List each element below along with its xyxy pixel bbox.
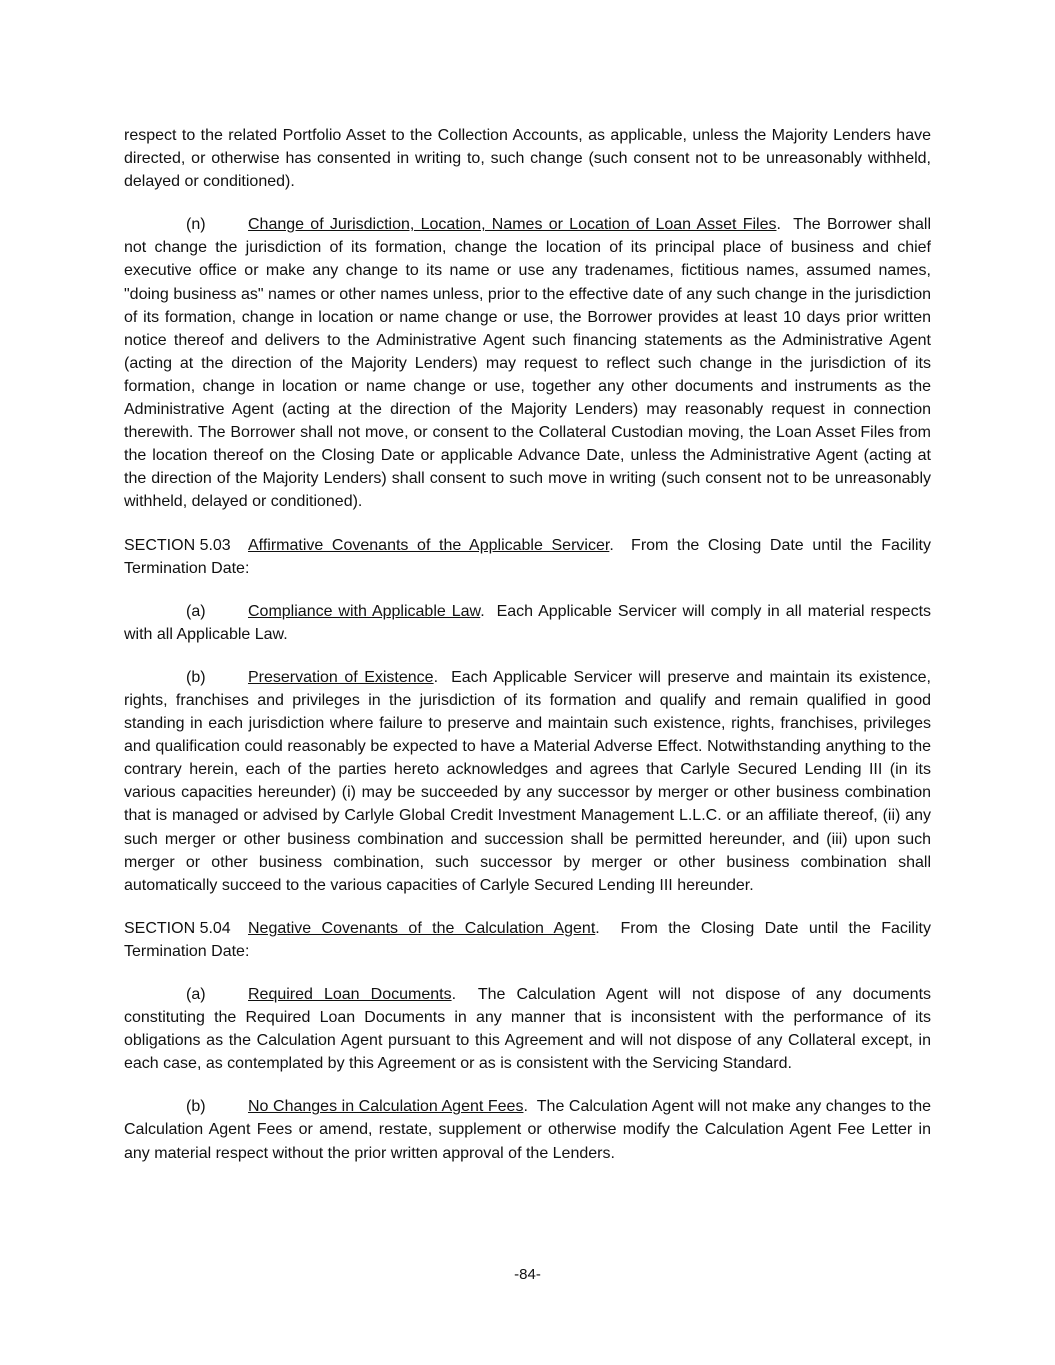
section-5-03-heading: SECTION 5.03 Affirmative Covenants of the Applicable Servicer. From the Closing Date until the Facility Termination Date: <box>124 534 931 580</box>
item-body: Each Applicable Servicer will preserve and maintain its existence, rights, franchises and privileges in the jurisdiction of its formation and qualify and remain qualified in good standing in each jurisdiction where failure to preserve and maintain such existence, rights, franchises, privileges and qualification could reasonably be expected to have a Material Adverse Effect. Notwithstanding anything to the contrary herein, each of the parties hereto acknowledges and agrees that Carlyle Secured Lending III (in its various capacities hereunder) (i) may be succeeded by any successor by merger or other business combination that is managed or advised by Carlyle Global Credit Investment Management L.L.C. or an affiliate thereof, (ii) any such merger or other business combination and succession shall be permitted hereunder, and (iii) upon such merger or other business combination, such successor by merger or other business combination shall automatically succeed to the various capacities of Carlyle Secured Lending III hereunder. <box>124 668 931 894</box>
paragraph-5-03-a: (a) Compliance with Applicable Law. Each Applicable Servicer will comply in all material respects with all Applicable Law. <box>124 600 931 646</box>
item-body: The Calculation Agent will not make any changes to the Calculation Agent Fees or amend, restate, supplement or otherwise modify the Calculation Agent Fee Letter in any material respect without the prior written approval of the Lenders. <box>124 1098 932 1162</box>
item-heading: Required Loan Documents <box>248 986 452 1003</box>
paragraph-n: (n) Change of Jurisdiction, Location, Names or Location of Loan Asset Files. The Borrower shall not change the jurisdiction of its formation, change the location of its principal place of business and chief executive office or make any change to its name or use any tradenames, fictitious names, assumed names, "doing business as" names or other names unless, prior to the effective date of any such change in the jurisdiction of its formation, change in location or name change or use, the Borrower provides at least 10 days prior written notice thereof and delivers to the Administrative Agent such financing statements as the Administrative Agent (acting at the direction of the Majority Lenders) may request to reflect such change in the jurisdiction of its formation, change in location or name change or use, together any other documents and instruments as the Administrative Agent (acting at the direction of the Majority Lenders) may reasonably request in connection therewith. The Borrower shall not move, or consent to the Collateral Custodian moving, the Loan Asset Files from the location thereof on the Closing Date or applicable Advance Date, unless the Administrative Agent (acting at the direction of the Majority Lenders) shall consent to such move in writing (such consent not to be unreasonably withheld, delayed or conditioned). <box>124 213 931 513</box>
section-heading: Negative Covenants of the Calculation Agent <box>248 919 596 937</box>
item-body: The Calculation Agent will not dispose of any documents constituting the Required Loan Documents in any manner that is inconsistent with the performance of its obligations as the Calculation Agent pursuant to this Agreement and will not dispose of any Collateral except, in each case, as contemplated by this Agreement or as is consistent with the Servicing Standard. <box>124 986 932 1073</box>
item-heading: Preservation of Existence <box>248 668 434 686</box>
paragraph-5-04-b: (b) No Changes in Calculation Agent Fees. The Calculation Agent will not make any changes to the Calculation Agent Fees or amend, restate, supplement or otherwise modify the Calculation Agent Fee Letter in any material respect without the prior written approval of the Lenders. <box>124 1095 931 1164</box>
page-number: -84- <box>514 1266 541 1283</box>
paragraph-5-04-a: (a) Required Loan Documents. The Calculation Agent will not dispose of any documents constituting the Required Loan Documents in any manner that is inconsistent with the performance of its obligations as the Calculation Agent pursuant to this Agreement and will not dispose of any Collateral except, in each case, as contemplated by this Agreement or as is consistent with the Servicing Standard. <box>124 983 931 1075</box>
document-page <box>124 124 931 1165</box>
item-label: (n) <box>186 216 206 234</box>
item-label: (b) <box>186 668 206 686</box>
paragraph-continuation: respect to the related Portfolio Asset to the Collection Accounts, as applicable, unless the Majority Lenders have directed, or otherwise has consented in writing to, such change (such consent not to be unreasonably withheld, delayed or conditioned). <box>124 127 931 191</box>
item-body: The Borrower shall not change the jurisdiction of its formation, change the location of its principal place of business and chief executive office or make any change to its name or use any tradenames, fictitious names, assumed names, "doing business as" names or other names unless, prior to the effective date of any such change in the jurisdiction of its formation, change in location or name change or use, the Borrower provides at least 10 days prior written notice thereof and delivers to the Administrative Agent such financing statements as the Administrative Agent (acting at the direction of the Majority Lenders) may request to reflect such change in the jurisdiction of its formation, change in location or name change or use, together any other documents and instruments as the Administrative Agent (acting at the direction of the Majority Lenders) may reasonably request in connection therewith. The Borrower shall not move, or consent to the Collateral Custodian moving, the Loan Asset Files from the location thereof on the Closing Date or applicable Advance Date, unless the Administrative Agent (acting at the direction of the Majority Lenders) shall consent to such move in writing (such consent not to be unreasonably withheld, delayed or conditioned). <box>124 216 931 511</box>
section-body: From the Closing Date until the Facility Termination Date: <box>124 536 931 577</box>
item-label: (a) <box>186 602 206 620</box>
section-heading: Affirmative Covenants of the Applicable Servicer <box>248 536 610 554</box>
section-5-04-heading: SECTION 5.04 Negative Covenants of the Calculation Agent. From the Closing Date until the Facility Termination Date: <box>124 917 931 963</box>
section-label: SECTION 5.04 <box>124 919 231 937</box>
item-heading: Compliance with Applicable Law <box>248 602 481 620</box>
section-body: From the Closing Date until the Facility Termination Date: <box>124 919 931 960</box>
item-heading: Change of Jurisdiction, Location, Names or Location of Loan Asset Files <box>248 216 777 234</box>
item-label: (a) <box>186 986 206 1003</box>
item-heading: No Changes in Calculation Agent Fees <box>248 1098 524 1116</box>
item-body: Each Applicable Servicer will comply in all material respects with all Applicable Law. <box>124 602 932 643</box>
section-label: SECTION 5.03 <box>124 536 231 554</box>
item-label: (b) <box>186 1098 206 1116</box>
paragraph-5-03-b: (b) Preservation of Existence. Each Applicable Servicer will preserve and maintain its existence, rights, franchises and privileges in the jurisdiction of its formation and qualify and remain qualified in good standing in each jurisdiction where failure to preserve and maintain such existence, rights, franchises, privileges and qualification could reasonably be expected to have a Material Adverse Effect. Notwithstanding anything to the contrary herein, each of the parties hereto acknowledges and agrees that Carlyle Secured Lending III (in its various capacities hereunder) (i) may be succeeded by any successor by merger or other business combination that is managed or advised by Carlyle Global Credit Investment Management L.L.C. or an affiliate thereof, (ii) any such merger or other business combination and succession shall be permitted hereunder, and (iii) upon such merger or other business combination, such successor by merger or other business combination shall automatically succeed to the various capacities of Carlyle Secured Lending III hereunder. <box>124 666 931 897</box>
